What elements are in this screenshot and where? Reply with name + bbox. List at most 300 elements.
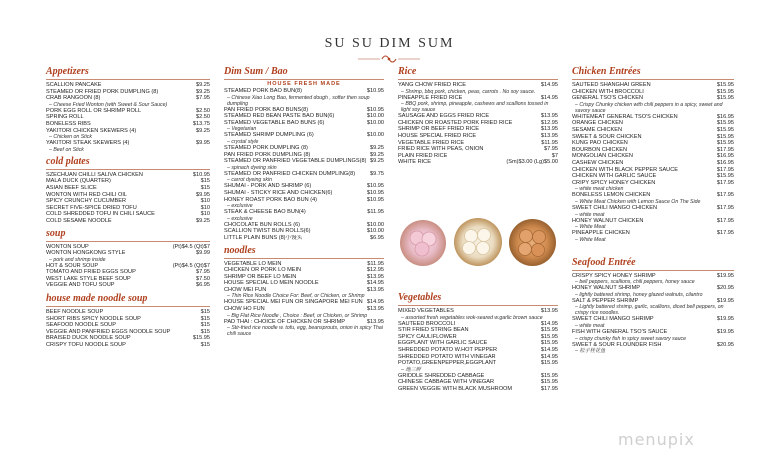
menu-item-description: – exclusive	[227, 215, 253, 222]
menu-item	[398, 126, 558, 133]
menu-item	[46, 108, 210, 115]
menu-item-name: SCALLION PANCAKE	[46, 82, 102, 88]
menu-item	[224, 319, 384, 326]
menu-item-price: $12.95	[366, 267, 384, 274]
menu-item-name: MIXED VEGETABLES	[398, 308, 454, 314]
menu-item-description: – pork and shrimp inside	[49, 256, 106, 263]
menu-item	[224, 107, 384, 114]
menu-item-name: PINEAPPLE CHICKEN	[572, 230, 630, 237]
menu-item-price: $17.95	[716, 179, 734, 186]
menu-item-price: $6.95	[370, 234, 384, 241]
shumai-basket-icon	[509, 219, 556, 266]
menu-item-name: PORK EGG ROLL OR SHRIMP ROLL	[46, 107, 142, 114]
menu-item-price: $14.95	[366, 299, 384, 306]
menu-item	[46, 211, 210, 218]
menu-item	[398, 327, 558, 334]
menu-item-name: MONGOLIAN CHICKEN	[572, 153, 633, 160]
menu-item-name: SALT & PEPPER SHRIMP	[572, 297, 639, 304]
menu-item-name: TOMATO AND FRIED EGGS SOUP	[46, 269, 136, 276]
menu-item-price: $14.95	[540, 94, 558, 101]
menu-item-name: BEEF NOODLE SOUP	[46, 309, 104, 316]
menu-item-name: BONELESS LEMON CHICKEN	[572, 192, 651, 199]
menu-item	[398, 95, 558, 102]
section-divider	[46, 241, 210, 242]
menu-item-name: HOUSE SPECIAL LO MEIN NOODLE	[224, 280, 319, 287]
menu-item-name: PAN FRIED PORK DUMPLING (8)	[224, 151, 311, 158]
menu-item-price: $20.95	[716, 341, 734, 348]
menu-item-name: VEGETABLE FRIED RICE	[398, 139, 465, 146]
menu-item-price: $9.95	[196, 140, 210, 147]
menu-item-name: STEAMED OR PANFRIED CHICKEN DUMPLING(8)	[224, 170, 356, 177]
menu-item	[46, 322, 210, 329]
menu-item-name: SWEET & SOUR FLOUNDER FISH	[572, 341, 662, 348]
menu-item-description: – White Meat	[575, 236, 606, 243]
section-divider	[46, 79, 210, 80]
menu-item	[398, 334, 558, 341]
menu-item	[398, 379, 558, 386]
menu-item-description: – White Meat Chicken with Lemon Sauce On The Side	[575, 198, 701, 205]
section-soup	[46, 228, 210, 290]
menu-item-price: $13.95	[366, 273, 384, 280]
menu-item	[224, 183, 384, 190]
menu-item-name: MALA DUCK (QUARTER)	[46, 178, 111, 185]
menu-item-name: CHOW MEI FUN	[224, 286, 267, 293]
menu-title: SU SU DIM SUM	[324, 36, 455, 51]
menu-item-name: POTATO,GREENPEPPER,EGGPLANT	[398, 360, 497, 367]
menu-item-price: $9.25	[370, 151, 384, 158]
menu-item	[46, 82, 210, 89]
menu-item-name: WHITEMEAT GENERAL TSO'S CHICKEN	[572, 113, 678, 120]
menu-item-name: SEAFOOD NOODLE SOUP	[46, 322, 116, 329]
menu-item	[572, 230, 734, 237]
menu-item	[46, 114, 210, 121]
menu-item-price: $15.95	[716, 88, 734, 95]
menu-item-name: SHREDDED POTATO WITH VINEGAR	[398, 353, 496, 360]
menu-item-price: $15	[200, 322, 210, 329]
menu-item-price: $13.95	[366, 318, 384, 325]
menu-item	[224, 274, 384, 281]
menu-item	[572, 298, 734, 305]
menu-item	[46, 329, 210, 336]
column-3-lower	[398, 292, 558, 393]
menu-item-description: – assorted fresh vegetables wok-seared w.garlic brown sauce	[401, 314, 543, 321]
menu-item-name: WONTON HONGKONG STYLE	[46, 250, 126, 257]
menu-item-name: SWEET CHILI MANGO SHRIMP	[572, 316, 654, 323]
menu-item-name: GREEN VEGGIE WITH BLACK MUSHROOM	[398, 385, 513, 392]
section-title: house made noodle soup	[46, 293, 148, 305]
menu-item-description: – Thin Rice Noodle Choice For: Beef, or Chicken, or Shrimp	[227, 293, 365, 300]
menu-item-price: $15.95	[716, 95, 734, 102]
menu-item	[572, 134, 734, 141]
menu-item-price: $13.95	[540, 308, 558, 314]
menu-item-price: $15	[200, 184, 210, 191]
menu-item-name: FISH WITH GENERAL TSO'S SAUCE	[572, 329, 668, 336]
menu-item-price: $15.95	[716, 173, 734, 180]
menu-item	[398, 308, 558, 315]
menu-item	[46, 282, 210, 289]
menu-item	[398, 146, 558, 153]
menu-item-name: HONEY WALNUT SHRIMP	[572, 285, 640, 292]
menu-item-price: $11.95	[367, 260, 384, 267]
menu-item-name: SPRING ROLL	[46, 114, 84, 121]
menu-item	[224, 197, 384, 204]
menu-item	[398, 140, 558, 147]
menu-item-price: $15.95	[716, 133, 734, 140]
menu-item-name: CHICKEN WITH GARLIC SAUCE	[572, 173, 657, 180]
menu-item	[46, 269, 210, 276]
menu-item-name: EGGPLANT WITH GARLIC SAUCE	[398, 340, 488, 347]
menu-item	[572, 173, 734, 180]
menu-item-name: SWEET CHILI MANGO CHICKEN	[572, 204, 658, 211]
menu-item-description: – BBQ pork, shrimp, pineapple, cashews and scallions tossed in light soy sauce	[401, 101, 549, 114]
menu-item-name: SECRET FIVE-SPICE DRIED TOFU	[46, 204, 137, 211]
section-title: soup	[46, 227, 66, 239]
menu-item	[224, 222, 384, 229]
menu-item-name: CHICKEN OR PORK LO MEIN	[224, 267, 302, 274]
column-4	[572, 66, 734, 354]
menu-item	[46, 121, 210, 128]
menu-item-name: SHREDDED POTATO W.HOT PEPPER	[398, 346, 498, 353]
menu-item-name: GRIDDLE SHREDDED CABBAGE	[398, 372, 485, 379]
menu-item-name: CRAB RANGOON (8)	[46, 95, 101, 102]
menu-item-name: CRISPY SPICY HONEY SHRIMP	[572, 272, 656, 279]
menu-item-name: HOUSE SPECIAL MEI FUN OR SINGAPORE MEI FUN	[224, 299, 363, 306]
menu-item-price: $17.95	[716, 146, 734, 153]
menu-item	[572, 127, 734, 134]
menu-item-name: STIR FRIED STRING BEAN	[398, 327, 469, 334]
column-3	[398, 66, 558, 166]
section-chicken-entrees	[572, 66, 734, 243]
menu-item-price: $15	[200, 309, 210, 316]
menu-item	[572, 114, 734, 121]
menu-item	[224, 209, 384, 216]
menu-item-name: SHORT RIBS SPICY NOODLE SOUP	[46, 315, 141, 322]
menu-item	[46, 140, 210, 147]
menu-item-price: $14.95	[366, 280, 384, 287]
menu-item-description: – white meat	[575, 323, 605, 330]
menu-item-description: – white meat	[575, 211, 605, 218]
menu-item-price: $6.95	[196, 282, 210, 289]
menu-item-price: $15.95	[540, 340, 558, 347]
menu-item	[572, 167, 734, 174]
menu-item-price: $7	[551, 152, 558, 159]
menu-item-name: STEAMED PORK BAO BUN(8)	[224, 88, 303, 94]
section-dim-sum	[224, 66, 384, 242]
menu-item-name: KUNG PAO CHICKEN	[572, 140, 628, 147]
section-vegetables	[398, 292, 558, 393]
menu-item-price: $19.95	[716, 272, 734, 279]
section-appetizers	[46, 66, 210, 153]
menu-item-description: – spinach dyeing skin	[227, 164, 277, 171]
menu-item-name: CHOW HO FUN	[224, 306, 265, 313]
menu-item	[398, 159, 558, 166]
menu-item-price: $16.95	[716, 159, 734, 166]
menu-item	[46, 185, 210, 192]
menu-item-price: $13.95	[540, 113, 558, 120]
menu-item-description: – bell peppers, scallions, chili peppers, honey sauce	[575, 279, 695, 286]
menu-item-name: ORANGE CHICKEN	[572, 120, 623, 127]
menu-item-name: WONTON WITH RED CHILI OIL	[46, 191, 128, 198]
menu-item	[46, 198, 210, 205]
menu-item	[572, 180, 734, 187]
menu-item	[46, 128, 210, 135]
menu-item-name: PAD THAI : CHOICE OF CHICKEN OR SHRIMP	[224, 318, 346, 325]
menu-item	[572, 120, 734, 127]
menu-item-name: SWEET & SOUR CHICKEN	[572, 133, 642, 140]
menu-item-name: YAKITORI CHICKEN SKEWERS (4)	[46, 127, 137, 134]
menu-item-description: – Stir-fried rice noodle w. tofu, egg, beansprouts, onion in spicy Thai chili sauce	[227, 325, 383, 338]
menu-item-name: SAUTÉED SHANGHAI GREEN	[572, 82, 651, 88]
section-cold-plates	[46, 156, 210, 225]
pink-dumplings-icon	[400, 220, 446, 266]
menu-item-name: SAUTEED BROCCOLI	[398, 320, 456, 327]
menu-item	[398, 360, 558, 367]
menu-item-price: $15.95	[716, 82, 734, 88]
menu-item-price: $10.95	[366, 189, 384, 196]
steamed-buns-icon	[454, 218, 502, 266]
menu-item-price: $17.95	[716, 192, 734, 199]
section-divider	[46, 169, 210, 170]
menu-item-price: $7.95	[196, 269, 210, 276]
menu-item-description: – Vegetarian	[227, 126, 257, 133]
menu-item-price: $15	[200, 178, 210, 185]
menu-item	[398, 321, 558, 328]
menu-item	[224, 190, 384, 197]
column-1	[46, 66, 210, 349]
menu-item	[46, 178, 210, 185]
menu-item-price: $10.95	[366, 196, 384, 203]
menu-item-description: – crystal style	[227, 138, 259, 145]
menu-item	[224, 299, 384, 306]
menu-item-name: SPICY CRUNCHY CUCUMBER	[46, 198, 126, 205]
menu-item-price: $2.50	[196, 114, 210, 121]
menu-item-name: CHICKEN OR ROASTED PORK FRIED RICE	[398, 119, 513, 126]
menu-item	[46, 335, 210, 342]
title-ornament-icon	[356, 54, 422, 64]
menu-item-price: $15	[200, 342, 210, 349]
menu-item	[224, 280, 384, 287]
menu-item	[572, 316, 734, 323]
menu-item-price: $20.95	[716, 285, 734, 292]
menu-item-name: SHUMAI - STICKY RICE AND CHICKEN(6)	[224, 189, 333, 196]
section-title: Seafood Entrée	[572, 256, 636, 268]
menu-item-price: $15.95	[192, 335, 210, 342]
menu-item	[572, 89, 734, 96]
menu-item-price: $10.95	[192, 171, 210, 178]
menu-item-description: – Crispy Chunky chicken with chili peppers in a spicy, sweet and savory sauce	[575, 101, 723, 114]
menu-item	[572, 192, 734, 199]
menu-item-name: SAUSAGE AND EGGS FRIED RICE	[398, 113, 490, 120]
section-divider	[46, 306, 210, 307]
menu-item-price: $16.95	[716, 113, 734, 120]
menu-item-name: STEAMED VEGETABLE BAO BUNS (6)	[224, 119, 325, 126]
menu-item-description: – Cheese Fried Wonton (with Sweet & Sour Sauce)	[49, 101, 168, 108]
menu-item-name: CHOCOLATE BUN ROLLS (6)	[224, 221, 301, 228]
menu-item-name: STEAMED OR FRIED PORK DUMPLING (8)	[46, 88, 159, 95]
menu-item-price: $10.00	[366, 132, 384, 139]
menu-item-price: $7.95	[196, 95, 210, 102]
menu-item-name: PAN FRIED PORK BAO BUNS(8)	[224, 106, 309, 113]
menu-item-price: $17.95	[540, 385, 558, 392]
menu-item-description: – white meat chicken	[575, 186, 624, 193]
menu-item	[224, 113, 384, 120]
menu-item-name: COLD SESAME NOODLE	[46, 217, 112, 224]
menu-item	[572, 140, 734, 147]
menu-item-price: $13.75	[192, 120, 210, 127]
menu-item-price: $10.00	[366, 221, 384, 228]
menu-item	[572, 273, 734, 280]
section-divider	[398, 305, 558, 306]
menu-item-name: CASHEW CHICKEN	[572, 159, 624, 166]
section-divider	[224, 258, 384, 259]
section-noodles	[224, 245, 384, 338]
menu-item	[398, 113, 558, 120]
menu-item-price: $9.25	[370, 158, 384, 165]
menu-item-price: $14.95	[540, 346, 558, 353]
menu-item	[46, 250, 210, 257]
menu-item-name: STEAK & CHEESE BAO BUN(4)	[224, 209, 306, 216]
menu-item-price: (Pt)$4.5 (Qt)$7	[172, 262, 210, 269]
menu-item-description: – Lightly battered shrimp, garlic, scallions, diced bell peppers, on crispy rice noodles.	[575, 304, 724, 317]
menu-item	[572, 218, 734, 225]
menu-item	[398, 153, 558, 160]
menu-item-name: STEAMED OR PANFRIED VEGETABLE DUMPLINGS(8)	[224, 158, 367, 165]
menu-item-name: SZECHUAN CHILLI SALIVA CHICKEN	[46, 171, 143, 178]
menu-item-price: $2.50	[196, 107, 210, 114]
section-divider	[572, 79, 734, 80]
menu-item	[572, 95, 734, 102]
menu-item	[46, 244, 210, 251]
menu-item	[224, 235, 384, 242]
menu-item-price: $10.95	[366, 106, 384, 113]
menu-item-price: $14.95	[540, 353, 558, 360]
section-title: Rice	[398, 66, 417, 77]
menu-item-price: $15	[200, 328, 210, 335]
menu-item	[46, 263, 210, 270]
menu-item-price: $15.95	[540, 360, 558, 367]
menu-item-price: $17.95	[716, 230, 734, 237]
menu-item-price: $13.95	[366, 286, 384, 293]
menu-item-name: HOUSE SPECIAL FRIED RICE	[398, 132, 477, 139]
section-subtitle: HOUSE FRESH MADE	[267, 81, 341, 87]
menu-item-name: VEGGIE AND PANFRIED EGGS NOODLE SOUP	[46, 328, 171, 335]
menu-item-name: BRAISED DUCK NOODLE SOUP	[46, 335, 131, 342]
menu-item	[224, 120, 384, 127]
menu-item-name: CRIPY SPICY HONEY CHICKEN	[572, 179, 656, 186]
menu-item-name: SHUMAI - PORK AND SHRIMP (6)	[224, 183, 312, 190]
menu-item-price: $10.95	[366, 88, 384, 94]
bao-buns-photo	[454, 218, 502, 266]
menu-item-price: $15.95	[540, 379, 558, 386]
section-house-noodle-soup	[46, 293, 210, 349]
menu-item-name: PLAIN FRIED RICE	[398, 152, 448, 159]
menu-item-name: YANG CHOW FRIED RICE	[398, 82, 466, 88]
menu-item-description: – crispy chunky fish in spicy sweet savory sauce	[575, 335, 686, 342]
menu-item	[398, 133, 558, 140]
shumai-photo	[509, 219, 556, 266]
menu-item	[46, 172, 210, 179]
menu-item-description: – Beef on Stick	[49, 146, 84, 153]
menu-item-name: CRISPY TOFU NOODLE SOUP	[46, 342, 126, 349]
menu-item-price: $19.95	[716, 297, 734, 304]
column-2	[224, 66, 384, 337]
menu-item-name: HOT & SOUR SOUP	[46, 262, 99, 269]
menu-item-name: GENERAL TSO'S CHICKEN	[572, 95, 644, 102]
watermark: menupix	[618, 430, 695, 449]
menu-item-description: – carrot dyeing skin	[227, 177, 272, 184]
menu-item-price: $11.95	[541, 139, 558, 146]
menu-item	[46, 205, 210, 212]
menu-item-name: COLD SHREDDED TOFU IN CHILI SAUCE	[46, 211, 155, 218]
menu-item	[398, 340, 558, 347]
menu-item-name: HONEY WALNUT CHICKEN	[572, 217, 644, 224]
menu-item-price: $17.95	[716, 166, 734, 173]
menu-item-price: $7.95	[544, 146, 558, 153]
menu-item	[572, 160, 734, 167]
menu-item-name: BONELESS RIBS	[46, 120, 91, 127]
section-seafood-entree	[572, 257, 734, 355]
menu-item	[46, 218, 210, 225]
menu-item-description: – exclusive	[227, 203, 253, 210]
menu-item-name: LITTLE PLAIN BUNS (8)小馒头	[224, 234, 303, 241]
menu-item-price: $9.25	[196, 88, 210, 95]
menu-item	[398, 82, 558, 89]
menu-item	[46, 89, 210, 96]
menu-item	[224, 306, 384, 313]
menu-item-price: $10	[200, 198, 210, 205]
menu-item-price: $12.95	[540, 119, 558, 126]
shrimp-dumplings-photo	[400, 220, 446, 266]
menu-item-price: $9.95	[196, 191, 210, 198]
menu-item-name: CHICKEN WITH BROCCOLI	[572, 88, 644, 95]
menu-item-name: BOURBON CHICKEN	[572, 146, 628, 153]
menu-item-price: $15	[200, 315, 210, 322]
menu-item-description: – lightly battered shrimp, honey glazed walnuts, cilantro	[575, 291, 703, 298]
menu-item	[224, 171, 384, 178]
menu-item	[46, 342, 210, 349]
menu-item	[224, 132, 384, 139]
menu-item	[224, 228, 384, 235]
menu-item-name: FRIED RICE WITH PEAS, ONION	[398, 146, 484, 153]
menu-item-name: VEGGIE AND TOFU SOUP	[46, 282, 115, 289]
menu-item	[398, 386, 558, 393]
menu-item	[572, 153, 734, 160]
menu-item-price: $7.50	[196, 275, 210, 282]
menu-item-price: $17.95	[716, 204, 734, 211]
menu-item-price: $15.95	[540, 372, 558, 379]
menu-item-name: SESAME CHICKEN	[572, 126, 623, 133]
menu-item-name: WHITE RICE	[398, 159, 431, 166]
menu-item-price: $9.25	[196, 82, 210, 88]
menu-item	[46, 309, 210, 316]
menu-item-name: HONEY ROAST PORK BAO BUN (4)	[224, 196, 318, 203]
menu-item	[224, 287, 384, 294]
menu-item-name: STEAMED RED BEAN PASTE BAO BUN(6)	[224, 113, 335, 120]
menu-item-name: YAKITORI STEAK SKEWERS (4)	[46, 140, 130, 147]
menu-item-name: SHRIMP OR BEEF LO MEIN	[224, 273, 297, 280]
menu-item-price: $9.75	[370, 170, 384, 177]
menu-item-price: $15.95	[540, 327, 558, 334]
menu-item-price: $13.95	[366, 306, 384, 313]
menu-item-description: – Big Flat Rice Noodle , Choice : Beef, or Chicken, or Shrimp	[227, 312, 368, 319]
menu-item-price: $10.00	[366, 228, 384, 235]
menu-item-description: – 地三鲜	[401, 366, 421, 373]
menu-item-price: $15.95	[716, 140, 734, 147]
section-divider	[572, 270, 734, 271]
section-title: Dim Sum / Bao	[224, 66, 288, 77]
menu-item	[224, 158, 384, 165]
menu-item-name: SPICY CAULIFLOWER	[398, 333, 457, 340]
